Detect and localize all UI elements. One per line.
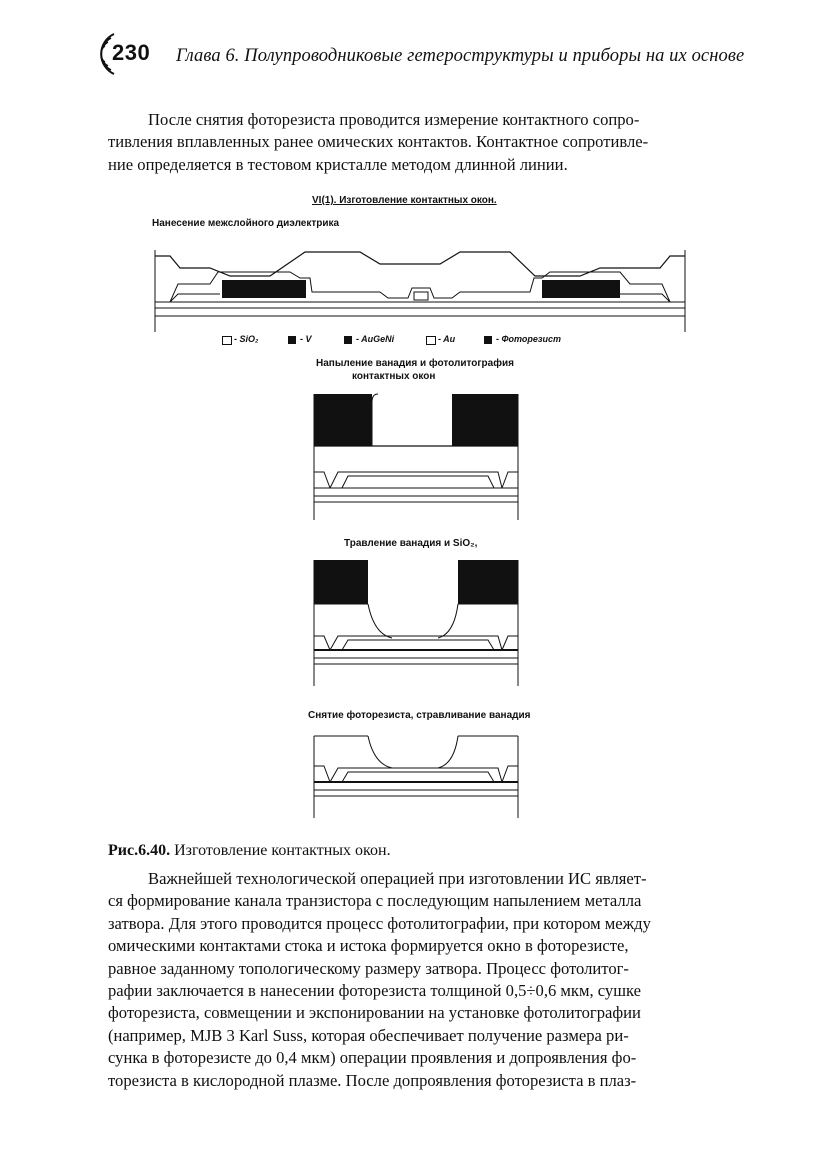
text-line: рафии заключается в нанесении фоторезиста толщиной 0,5÷0,6 мкм, сушке <box>108 981 642 1001</box>
legend-label: - AuGeNi <box>356 334 395 344</box>
intro-paragraph <box>108 109 734 176</box>
step2-label-line1: Напыление ванадия и фотолитография <box>316 358 514 369</box>
step2-label-line2: контактных окон <box>352 371 436 382</box>
step3-label: Травление ванадия и SiO₂, <box>344 538 478 549</box>
text-line: ся формирование канала транзистора с последующим напылением металла <box>108 891 642 911</box>
figure-title: VI(1). Изготовление контактных окон. <box>312 195 497 206</box>
figure-caption-text: Изготовление контактных окон. <box>170 842 391 859</box>
text-line: равное заданному топологическому размеру затвора. Процесс фотолитог- <box>108 958 629 978</box>
text-line: торезиста в кислородной плазме. После допроявления фоторезиста в плаз- <box>108 1070 637 1090</box>
step2-diagram <box>308 392 524 522</box>
text-line: (например, MJB 3 Karl Suss, которая обеспечивает получение размера ри- <box>108 1025 629 1045</box>
legend-swatch-outline <box>426 336 436 345</box>
step4-diagram <box>308 730 524 820</box>
body-paragraph <box>108 868 734 1092</box>
text-line: Важнейшей технологической операцией при изготовлении ИС являет- <box>148 869 647 888</box>
running-header: Глава 6. Полупроводниковые гетероструктуры и приборы на их основе <box>176 46 745 66</box>
page-number: 230 <box>112 40 151 65</box>
figure-caption <box>108 842 391 860</box>
legend-label: - Au <box>438 334 456 344</box>
legend-swatch-filled <box>288 336 296 344</box>
text-line: омическими контактами стока и истока формируется окно в фоторезисте, <box>108 936 629 956</box>
step4-label: Снятие фоторезиста, стравливание ванадия <box>308 710 531 721</box>
legend-label: - SiO₂ <box>234 334 259 344</box>
step1-diagram <box>150 236 690 336</box>
text-line: сунка в фоторезисте до 0,4 мкм) операции проявления и допроявления фо- <box>108 1048 637 1068</box>
text-line: После снятия фоторезиста проводится измерение контактного сопро- <box>148 110 640 129</box>
text-line: ние определяется в тестовом кристалле методом длинной линии. <box>108 154 568 174</box>
legend-label: - Фоторезист <box>496 334 562 344</box>
figure-number: Рис.6.40. <box>108 842 171 859</box>
legend-swatch-outline <box>222 336 232 345</box>
step1-label: Нанесение межслойного диэлектрика <box>152 218 340 229</box>
text-line: фоторезиста, совмещении и экспонировании на установке фотолитографии <box>108 1003 641 1023</box>
legend-label: - V <box>300 334 312 344</box>
legend-swatch-filled <box>484 336 492 344</box>
step3-diagram <box>308 558 524 688</box>
legend-swatch-filled <box>344 336 352 344</box>
text-line: тивления вплавленных ранее омических контактов. Контактное сопротивле- <box>108 132 649 152</box>
text-line: затвора. Для этого проводится процесс фотолитографии, при котором между <box>108 913 651 933</box>
